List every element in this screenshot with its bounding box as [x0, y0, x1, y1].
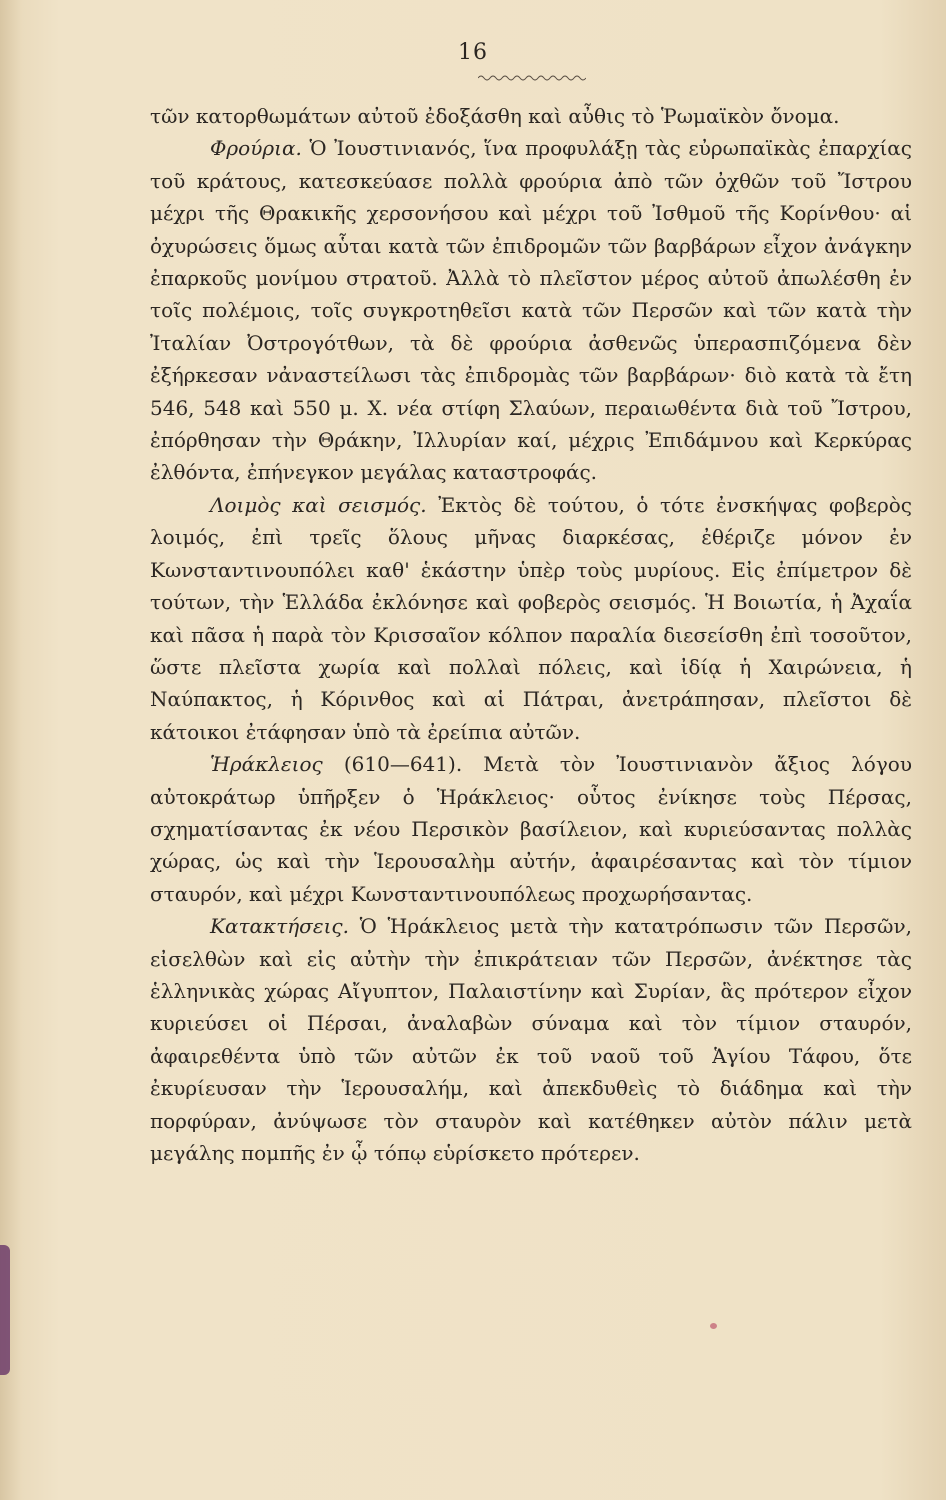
paragraph-conquests — [150, 910, 912, 1169]
page-number: 16 — [458, 40, 488, 65]
paragraph-text: Ὁ Ἡράκλειος μετὰ τὴν κατατρόπωσιν τῶν Περσῶν, εἰσελθὼν καὶ εἰς αὐτὴν τὴν ἐπικράτειαν τῶν Περσῶν, ἀνέκτησε τὰς ἑλληνικὰς χώρας Αἴγυπτον, Παλαιστίνην καὶ Συρίαν, ἃς πρότερον εἶχον κυριεύσει οἱ Πέρσαι, ἀναλαβὼν σύναμα καὶ τὸν τίμιον σταυρόν, ἀφαιρεθέντα ὑπὸ τῶν αὐτῶν ἐκ τοῦ ναοῦ τοῦ Ἁγίου Τάφου, ὅτε ἐκυρίευσαν τὴν Ἱερουσαλήμ, καὶ ἀπεκδυθεὶς τὸ διάδημα καὶ τὴν πορφύραν, ἀνύψωσε τὸν σταυρὸν καὶ κατέθηκεν αὐτὸν πάλιν μετὰ μεγάλης πομπῆς ἐν ᾧ τόπῳ εὑρίσκετο πρότερεν. — [150, 914, 913, 1165]
section-heading-heraclius: Ἡράκλειος — [210, 752, 323, 777]
section-heading-fortresses: Φρούρια. — [210, 136, 302, 161]
page-edge-stain — [0, 1245, 10, 1375]
paragraph-text: τῶν κατορθωμάτων αὐτοῦ ἐδοξάσθη καὶ αὖθις τὸ Ῥωμαϊκὸν ὄνομα. — [150, 104, 840, 128]
body-text — [150, 100, 912, 1169]
section-heading-plague: Λοιμὸς καὶ σεισμός. — [210, 492, 427, 517]
paragraph-plague-earthquake — [150, 489, 912, 748]
ink-speck — [710, 1323, 717, 1329]
paragraph-fortresses — [150, 132, 912, 488]
wavy-rule-ornament — [478, 74, 586, 82]
paragraph-text: Ἐκτὸς δὲ τούτου, ὁ τότε ἐνσκήψας φοβερὸς λοιμός, ἐπὶ τρεῖς ὅλους μῆνας διαρκέσας, ἐθέριζε μόνον ἐν Κωνσταντινουπόλει καθ' ἑκάστην ὑπὲρ τοὺς μυρίους. Εἰς ἐπίμετρον δὲ τούτων, τὴν Ἑλλάδα ἐκλόνησε καὶ φοβερὸς σεισμός. Ἡ Βοιωτία, ἡ Ἀχαΐα καὶ πᾶσα ἡ παρὰ τὸν Κρισσαῖον κόλπον παραλία διεσείσθη ἐπὶ τοσοῦτον, ὥστε πλεῖστα χωρία καὶ πολλαὶ πόλεις, καὶ ἰδίᾳ ἡ Χαιρώνεια, ἡ Ναύπακτος, ἡ Κόρινθος καὶ αἱ Πάτραι, ἀνετράπησαν, πλεῖστοι δὲ κάτοικοι ἐτάφησαν ὑπὸ τὰ ἐρείπια αὐτῶν. — [150, 492, 912, 744]
section-heading-conquests: Κατακτήσεις. — [210, 914, 349, 939]
paragraph-heraclius — [150, 748, 912, 910]
paragraph-continuation — [150, 100, 912, 132]
paragraph-text: (610—641). Μετὰ τὸν Ἰουστινιανὸν ἄξιος λόγου αὐτοκράτωρ ὑπῆρξεν ὁ Ἡράκλειος· οὗτος ἐνίκησε τοὺς Πέρσας, σχηματίσαντας ἐκ νέου Περσικὸν βασίλειον, καὶ κυριεύσαντας πολλὰς χώρας, ὡς καὶ τὴν Ἱερουσαλὴμ αὐτήν, ἀφαιρέσαντας καὶ τὸν τίμιον σταυρόν, καὶ μέχρι Κωνσταντινουπόλεως προχωρήσαντας. — [150, 752, 913, 906]
paragraph-text: Ὁ Ἰουστινιανός, ἵνα προφυλάξῃ τὰς εὐρωπαϊκὰς ἐπαρχίας τοῦ κράτους, κατεσκεύασε πολλὰ φρούρια ἀπὸ τῶν ὀχθῶν τοῦ Ἴστρου μέχρι τῆς Θρακικῆς χερσονήσου καὶ μέχρι τοῦ Ἰσθμοῦ τῆς Κορίνθου· αἱ ὀχυρώσεις ὅμως αὗται κατὰ τῶν ἐπιδρομῶν τῶν βαρβάρων εἶχον ἀνάγκην ἐπαρκοῦς μονίμου στρατοῦ. Ἀλλὰ τὸ πλεῖστον μέρος αὐτοῦ ἀπωλέσθη ἐν τοῖς πολέμοις, τοῖς συγκροτηθεῖσι κατὰ τῶν Περσῶν καὶ τῶν κατὰ τὴν Ἰταλίαν Ὀστρογότθων, τὰ δὲ φρούρια ἀσθενῶς ὑπερασπιζόμενα δὲν ἐξήρκεσαν νἀναστείλωσι τὰς ἐπιδρομὰς τῶν βαρβάρων· διὸ κατὰ τὰ ἔτη 546, 548 καὶ 550 μ. Χ. νέα στίφη Σλαύων, περαιωθέντα διὰ τοῦ Ἴστρου, ἐπόρθησαν τὴν Θράκην, Ἰλλυρίαν καί, μέχρις Ἐπιδάμνου καὶ Κερκύρας ἐλθόντα, ἐπήνεγκον μεγάλας καταστροφάς. — [150, 136, 912, 485]
